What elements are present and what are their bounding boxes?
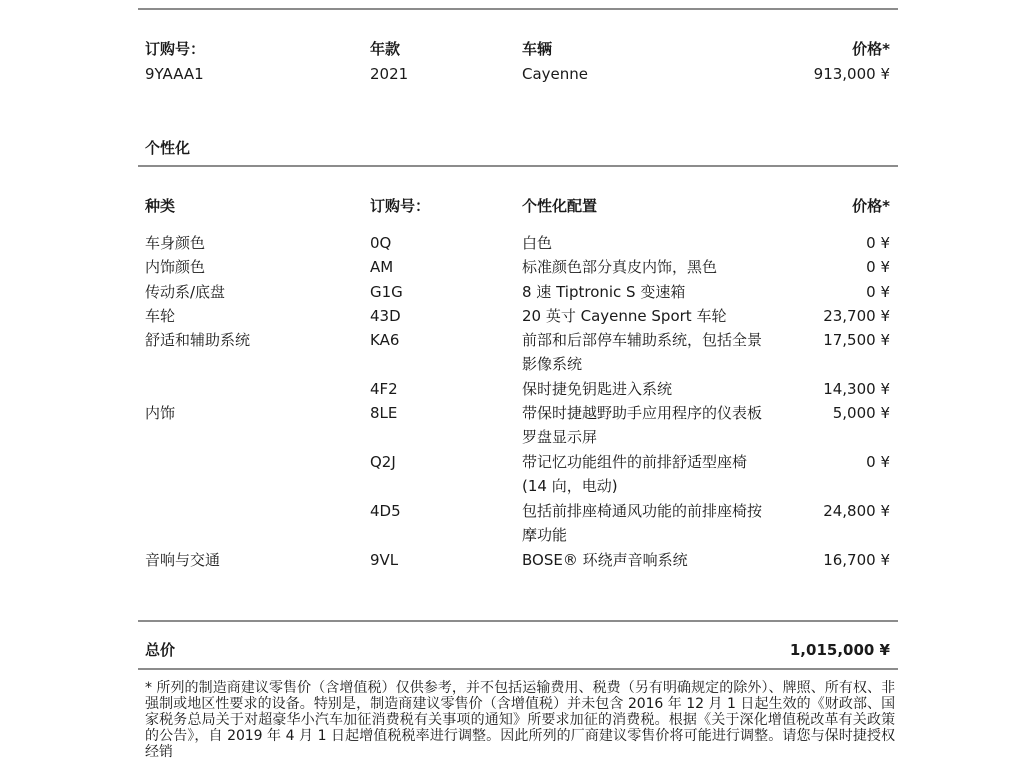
row-category: 内饰 bbox=[145, 404, 176, 422]
row-config: 8 速 Tiptronic S 变速箱 bbox=[522, 283, 686, 301]
personalization-title: 个性化 bbox=[145, 139, 191, 157]
col-price-header: 价格* bbox=[852, 197, 890, 215]
row-price: 5,000 ¥ bbox=[832, 404, 890, 422]
row-config: 带保时捷越野助手应用程序的仪表板罗盘显示屏 bbox=[522, 404, 763, 446]
total-bottom-divider bbox=[138, 668, 898, 670]
row-code: Q2J bbox=[370, 453, 396, 471]
row-category: 内饰颜色 bbox=[145, 258, 206, 276]
model-year-label: 年款 bbox=[370, 40, 401, 58]
row-code: 4F2 bbox=[370, 380, 398, 398]
row-price: 16,700 ¥ bbox=[823, 551, 890, 569]
row-config: 带记忆功能组件的前排舒适型座椅 (14 向，电动) bbox=[522, 453, 748, 495]
row-config: 20 英寸 Cayenne Sport 车轮 bbox=[522, 307, 727, 325]
row-code: 0Q bbox=[370, 234, 392, 252]
model-year-value: 2021 bbox=[370, 65, 409, 83]
col-order-header: 订购号： bbox=[370, 197, 431, 215]
row-config: 保时捷免钥匙进入系统 bbox=[522, 380, 673, 398]
row-price: 0 ¥ bbox=[866, 258, 890, 276]
row-price: 23,700 ¥ bbox=[823, 307, 890, 325]
total-label: 总价 bbox=[145, 641, 176, 659]
row-config: BOSE® 环绕声音响系统 bbox=[522, 551, 688, 569]
row-config: 前部和后部停车辅助系统，包括全景影像系统 bbox=[522, 331, 763, 373]
row-category: 音响与交通 bbox=[145, 551, 221, 569]
order-number-label: 订购号： bbox=[145, 40, 206, 58]
base-price-value: 913,000 ¥ bbox=[813, 65, 890, 83]
vehicle-value: Cayenne bbox=[522, 65, 589, 83]
total-top-divider bbox=[138, 620, 898, 622]
col-config-header: 个性化配置 bbox=[522, 197, 598, 215]
row-category: 传动系/底盘 bbox=[145, 283, 226, 301]
row-code: AM bbox=[370, 258, 394, 276]
row-price: 0 ¥ bbox=[866, 283, 890, 301]
order-number-value: 9YAAA1 bbox=[145, 65, 204, 83]
row-code: 43D bbox=[370, 307, 401, 325]
row-price: 0 ¥ bbox=[866, 234, 890, 252]
row-category: 车轮 bbox=[145, 307, 176, 325]
row-price: 0 ¥ bbox=[866, 453, 890, 471]
row-code: 8LE bbox=[370, 404, 398, 422]
vehicle-label: 车辆 bbox=[522, 40, 553, 58]
row-code: 4D5 bbox=[370, 502, 401, 520]
row-category: 车身颜色 bbox=[145, 234, 206, 252]
personalization-divider bbox=[138, 165, 898, 167]
price-label: 价格* bbox=[852, 40, 890, 58]
row-code: G1G bbox=[370, 283, 403, 301]
row-config: 标准颜色部分真皮内饰，黑色 bbox=[522, 258, 718, 276]
row-price: 24,800 ¥ bbox=[823, 502, 890, 520]
total-value: 1,015,000 ¥ bbox=[789, 641, 890, 659]
footnote: * 所列的制造商建议零售价（含增值税）仅供参考，并不包括运输费用、税费（另有明确规定的除外）、牌照、所有权、非强制或地区性要求的设备。特别是，制造商建议零售价（含增值税）并未包含 2016 年 12 月 1 日起生效的《财政部、国家税务总局关于对超豪华小汽车加征消费税有关事项的通知》所要求加征的消费税。根据《关于深化增值税改革有关政策的公告》，自 2019 年 4 月 1 日起增值税税率进行调整。因此所列的厂商建议零售价将可能进行调整。请您与保时捷授权经销 bbox=[145, 680, 895, 760]
col-category-header: 种类 bbox=[145, 197, 176, 215]
row-price: 17,500 ¥ bbox=[823, 331, 890, 349]
row-price: 14,300 ¥ bbox=[823, 380, 890, 398]
row-code: 9VL bbox=[370, 551, 399, 569]
row-code: KA6 bbox=[370, 331, 400, 349]
row-config: 白色 bbox=[522, 234, 553, 252]
top-divider bbox=[138, 8, 898, 10]
row-category: 舒适和辅助系统 bbox=[145, 331, 251, 349]
row-config: 包括前排座椅通风功能的前排座椅按摩功能 bbox=[522, 502, 763, 544]
